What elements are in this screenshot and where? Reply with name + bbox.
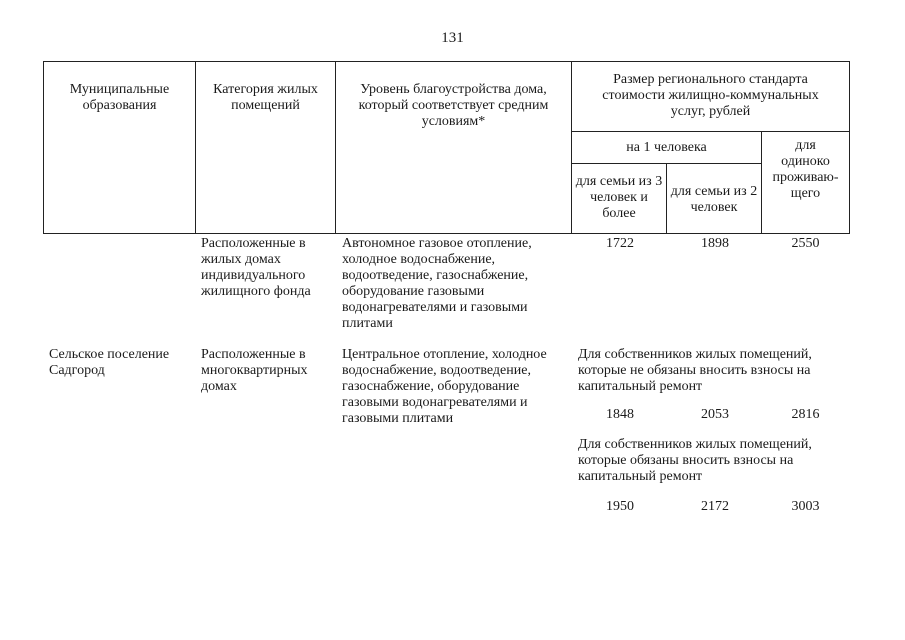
header-municipality-label: Муниципальные образования	[69, 82, 170, 113]
row2-group1-value-single: 2816	[791, 407, 820, 422]
row1-level: Автономное газовое отопление, холодное водоснабжение, водоотведение, газоснабжение, оборудование газовыми водонагревателями и газовыми плитами	[342, 236, 532, 331]
header-single	[761, 131, 850, 234]
header-single-label: для одиноко проживаю-щего	[772, 138, 839, 201]
row2-level: Центральное отопление, холодное водоснабжение, водоотведение, газоснабжение, оборудование газовыми водонагревателями и газовыми плитами	[342, 347, 547, 426]
row2-group1-value-family2: 2053	[701, 407, 729, 422]
row1-value-family3: 1722	[606, 236, 634, 251]
header-standard-label: Размер регионального стандарта стоимости жилищно-коммунальных услуг, рублей	[602, 72, 819, 119]
header-category-label: Категория жилых помещений	[213, 82, 318, 113]
header-level-label: Уровень благоустройства дома, который соответствует средним условиям*	[358, 82, 549, 129]
header-per-person-label: на 1 человека	[626, 140, 707, 155]
row2-group2-value-family3: 1950	[606, 499, 634, 514]
row2-group1-label: Для собственников жилых помещений, которые не обязаны вносить взносы на капитальный ремонт	[578, 347, 812, 394]
row2-municipality: Сельское поселение Садгород	[49, 347, 170, 378]
row2-category: Расположенные в многоквартирных домах	[201, 347, 308, 394]
header-family2-label: для семьи из 2 человек	[670, 184, 758, 215]
row2-group2-value-family2: 2172	[701, 499, 729, 514]
row1-value-family2: 1898	[701, 236, 729, 251]
row1-category: Расположенные в жилых домах индивидуального жилищного фонда	[201, 236, 311, 299]
row2-group1-value-family3: 1848	[606, 407, 634, 422]
header-standard	[571, 61, 850, 132]
page-number: 131	[441, 30, 464, 46]
row2-group2-label: Для собственников жилых помещений, которые обязаны вносить взносы на капитальный ремонт	[578, 437, 812, 484]
header-category	[195, 61, 336, 234]
header-level	[335, 61, 572, 234]
row2-group2-value-single: 3003	[791, 499, 820, 514]
header-family2	[666, 163, 762, 234]
row1-value-single: 2550	[791, 236, 820, 251]
header-per-person	[571, 131, 762, 164]
header-family3-label: для семьи из 3 человек и более	[575, 174, 663, 221]
header-municipality	[43, 61, 196, 234]
header-family3	[571, 163, 667, 234]
